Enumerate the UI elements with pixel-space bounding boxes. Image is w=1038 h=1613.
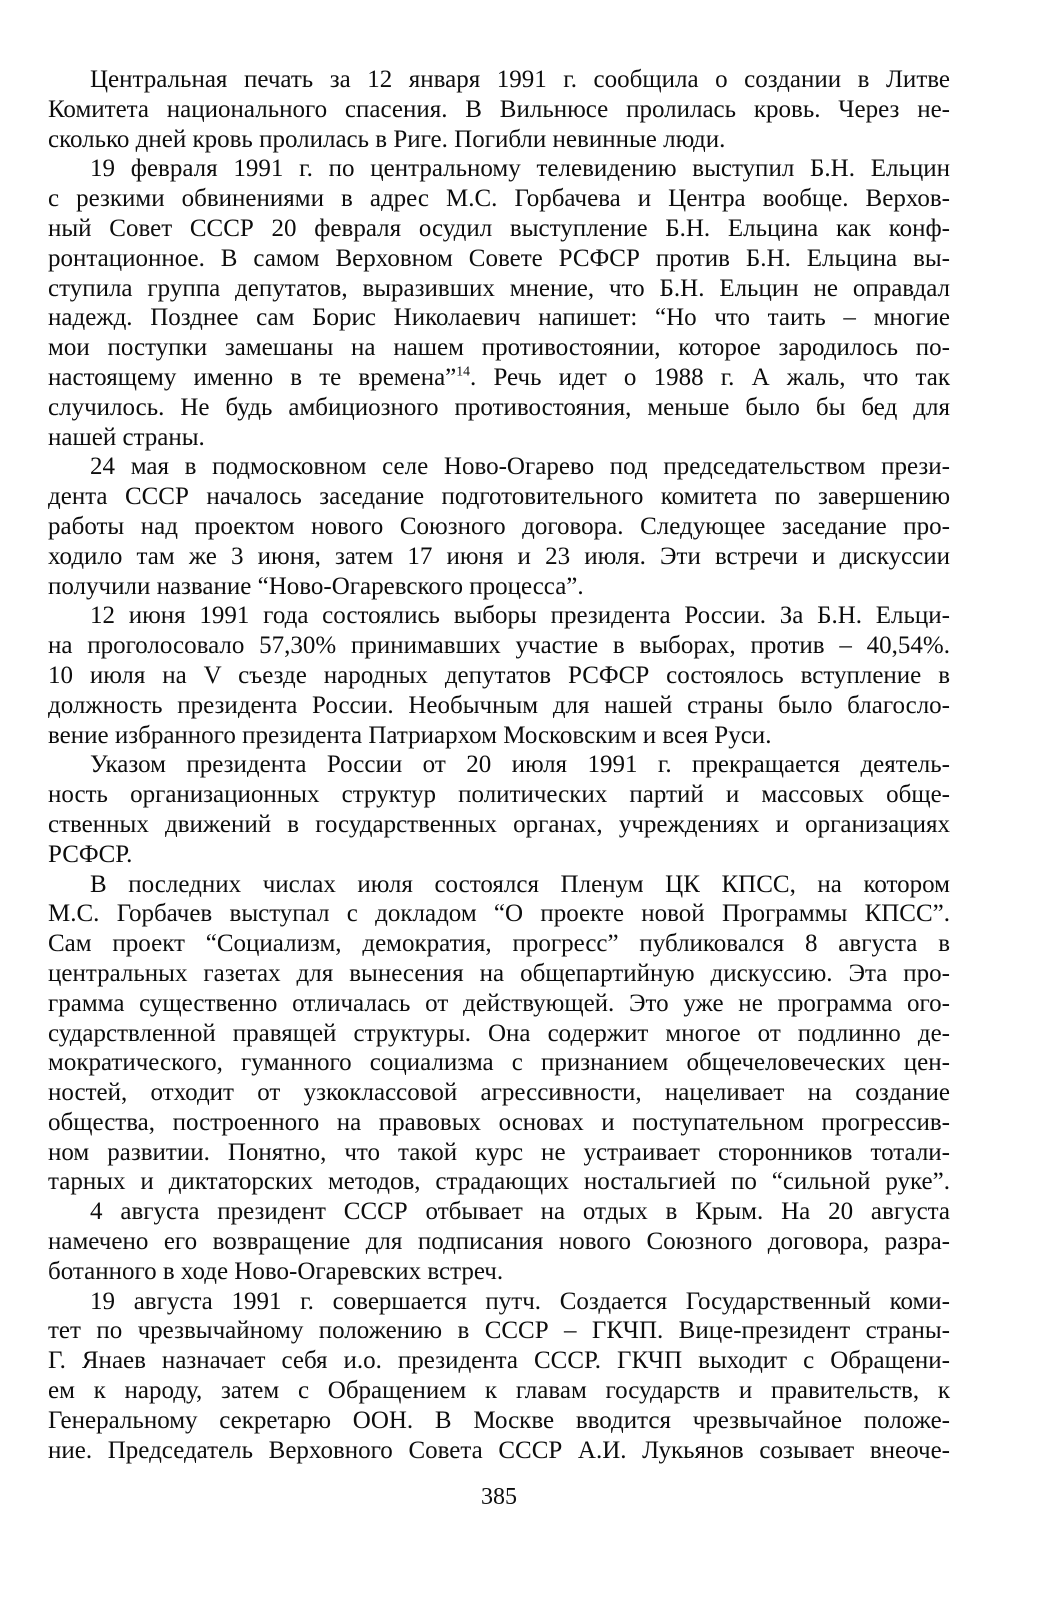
text-line: должность президента России. Необычным для нашей страны было благосло- xyxy=(48,691,950,719)
text-line: тарных и диктаторских методов, страдающих ностальгией по “сильной руке”. xyxy=(48,1168,950,1196)
text-line: РСФСР. xyxy=(48,840,133,868)
text-line: центральных газетах для вынесения на общепартийную дискуссию. Эта про- xyxy=(48,959,950,987)
paragraph xyxy=(48,452,950,601)
text-line: 12 июня 1991 года состоялись выборы президента России. За Б.Н. Ельци- xyxy=(90,602,950,630)
page-number: 385 xyxy=(481,1484,517,1510)
text-segment: . Речь идет о 1988 г. А жаль, что так xyxy=(470,363,950,391)
text-line: ронтационное. В самом Верховном Совете РСФСР против Б.Н. Ельцина вы- xyxy=(48,244,950,272)
text-line: 10 июля на V съезде народных депутатов РСФСР состоялось вступление в xyxy=(48,661,950,689)
footnote-reference: 14 xyxy=(456,363,471,379)
text-line: 19 февраля 1991 г. по центральному телевидению выступил Б.Н. Ельцин xyxy=(90,155,950,183)
text-line: дента СССР началось заседание подготовительного комитета по завершению xyxy=(48,483,950,511)
paragraph xyxy=(48,750,950,869)
text-line: В последних числах июля состоялся Пленум ЦК КПСС, на котором xyxy=(90,870,950,898)
text-line: ный Совет СССР 20 февраля осудил выступление Б.Н. Ельцина как конф- xyxy=(48,214,950,242)
text-line: грамма существенно отличалась от действующей. Это уже не программа ого- xyxy=(48,989,950,1017)
paragraph xyxy=(48,1197,950,1286)
text-line: мократического, гуманного социализма с признанием общечеловеческих цен- xyxy=(48,1049,950,1077)
paragraph xyxy=(48,1287,950,1466)
text-line: Сам проект “Социализм, демократия, прогресс” публиковался 8 августа в xyxy=(48,930,950,958)
text-line: работы над проектом нового Союзного договора. Следующее заседание про- xyxy=(48,512,950,540)
text-line: с резкими обвинениями в адрес М.С. Горбачева и Центра вообще. Верхов- xyxy=(48,185,950,213)
text-line: ном развитии. Понятно, что такой курс не устраивает сторонников тотали- xyxy=(48,1138,950,1166)
text-line: вение избранного президента Патриархом Московским и всея Руси. xyxy=(48,721,772,749)
text-line: ем к народу, затем с Обращением к главам государств и правительств, к xyxy=(48,1377,950,1405)
paragraph xyxy=(48,65,950,154)
text-line: ботанного в ходе Ново-Огаревских встреч. xyxy=(48,1257,504,1285)
text-line: ственных движений в государственных органах, учреждениях и организациях xyxy=(48,810,950,838)
text-line: общества, построенного на правовых основах и поступательном прогрессив- xyxy=(48,1108,950,1136)
text-line: нашей страны. xyxy=(48,423,205,451)
text-line: Генеральному секретарю ООН. В Москве вводится чрезвычайное положе- xyxy=(48,1406,950,1434)
paragraph xyxy=(48,154,950,452)
text-line xyxy=(48,363,950,393)
text-line: надежд. Позднее сам Борис Николаевич напишет: “Но что таить – многие xyxy=(48,304,950,332)
body-text xyxy=(48,65,950,1465)
text-line: 19 августа 1991 г. совершается путч. Создается Государственный коми- xyxy=(90,1287,950,1315)
text-line: на проголосовало 57,30% принимавших участие в выборах, против – 40,54%. xyxy=(48,632,950,660)
text-line: сударствленной правящей структуры. Она содержит многое от подлинно де- xyxy=(48,1019,950,1047)
paragraph xyxy=(48,601,950,750)
text-line: Центральная печать за 12 января 1991 г. сообщила о создании в Литве xyxy=(90,66,950,93)
paragraph xyxy=(48,870,950,1198)
text-line: 24 мая в подмосковном селе Ново-Огарево под председательством прези- xyxy=(90,453,950,481)
text-line: 4 августа президент СССР отбывает на отдых в Крым. На 20 августа xyxy=(90,1198,950,1226)
text-line: намечено его возвращение для подписания нового Союзного договора, разра- xyxy=(48,1228,950,1256)
text-line: ступила группа депутатов, выразивших мнение, что Б.Н. Ельцин не оправдал xyxy=(48,274,950,302)
text-line: случилось. Не будь амбициозного противостояния, меньше было бы бед для xyxy=(48,393,950,421)
text-line: Комитета национального спасения. В Вильнюсе пролилась кровь. Через не- xyxy=(48,95,950,123)
text-line: М.С. Горбачев выступал с докладом “О проекте новой Программы КПСС”. xyxy=(48,900,950,928)
text-line: ходило там же 3 июня, затем 17 июня и 23 июля. Эти встречи и дискуссии xyxy=(48,542,950,570)
text-line: Указом президента России от 20 июля 1991 г. прекращается деятель- xyxy=(90,751,950,779)
text-line: Г. Янаев назначает себя и.о. президента СССР. ГКЧП выходит с Обращени- xyxy=(48,1347,950,1375)
text-line: тет по чрезвычайному положению в СССР – ГКЧП. Вице-президент страны- xyxy=(48,1317,950,1345)
text-line: ность организационных структур политических партий и массовых обще- xyxy=(48,781,950,809)
text-line: получили название “Ново-Огаревского процесса”. xyxy=(48,572,584,600)
text-segment: настоящему именно в те времена” xyxy=(48,363,457,391)
text-line: ние. Председатель Верховного Совета СССР А.И. Лукьянов созывает внеоче- xyxy=(48,1436,950,1464)
text-line: сколько дней кровь пролилась в Риге. Погибли невинные люди. xyxy=(48,125,726,153)
text-line: ностей, отходит от узкоклассовой агрессивности, нацеливает на создание xyxy=(48,1079,950,1107)
text-line: мои поступки замешаны на нашем противостоянии, которое зародилось по- xyxy=(48,334,950,362)
